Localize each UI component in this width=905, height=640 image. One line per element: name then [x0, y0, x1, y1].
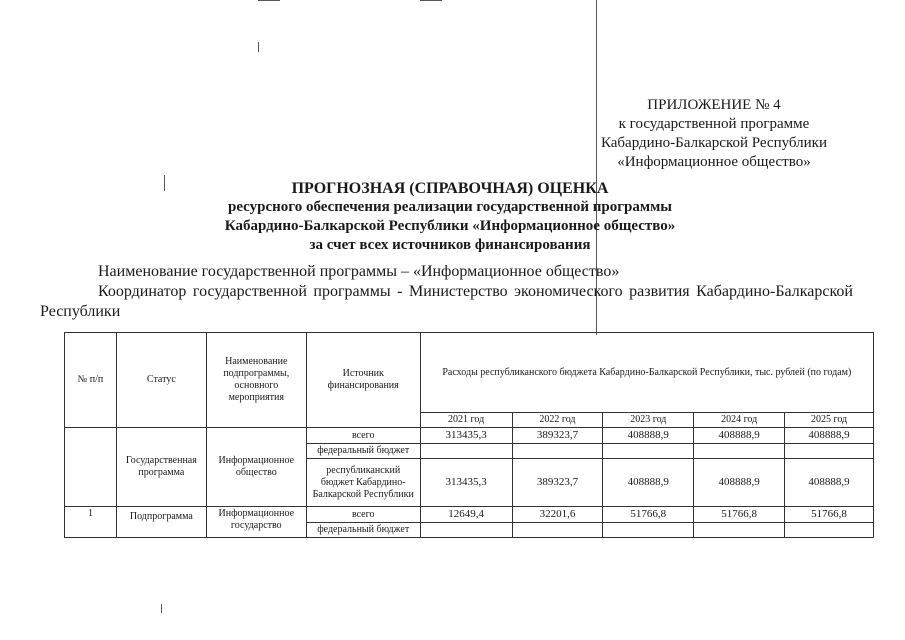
row-status: Государственная программа: [116, 428, 206, 507]
value-cell: 313435,3: [420, 428, 512, 444]
row-num: [65, 428, 117, 507]
scan-artifact-line: [161, 604, 162, 613]
value-cell: [694, 523, 785, 538]
row-status: Подпрограмма: [116, 507, 206, 538]
value-cell: [785, 444, 874, 459]
appendix-line: «Информационное общество»: [617, 154, 811, 170]
table-row: [65, 507, 874, 523]
value-cell: [694, 444, 785, 459]
value-cell: 389323,7: [512, 428, 603, 444]
value-cell: [785, 523, 874, 538]
value-cell: 408888,9: [785, 428, 874, 444]
value-cell: [603, 523, 694, 538]
row-name: Информационное общество: [206, 428, 306, 507]
value-cell: 408888,9: [785, 459, 874, 507]
row-name: Информационное государство: [206, 507, 306, 538]
header-num: № п/п: [65, 333, 117, 428]
source-label: федеральный бюджет: [306, 523, 420, 538]
value-cell: [603, 444, 694, 459]
value-cell: 51766,8: [785, 507, 874, 523]
source-label: федеральный бюджет: [306, 444, 420, 459]
source-label: всего: [306, 428, 420, 444]
value-cell: [512, 523, 603, 538]
value-cell: 408888,9: [694, 428, 785, 444]
scan-artifact-line: [164, 175, 165, 191]
value-cell: 12649,4: [420, 507, 512, 523]
header-source: Источник финансирования: [306, 333, 420, 428]
header-year: 2021 год: [420, 413, 512, 428]
header-expenses: Расходы республиканского бюджета Кабардино-Балкарской Республики, тыс. рублей (по годам): [420, 333, 873, 413]
value-cell: [420, 523, 512, 538]
value-cell: 389323,7: [512, 459, 603, 507]
value-cell: 51766,8: [694, 507, 785, 523]
table-row: [65, 428, 874, 444]
scan-artifact-line: [258, 0, 280, 1]
value-cell: 408888,9: [694, 459, 785, 507]
title-line: за счет всех источников финансирования: [309, 237, 591, 253]
header-status: Статус: [116, 333, 206, 428]
source-label: республиканский бюджет Кабардино-Балкарской Республики: [306, 459, 420, 507]
source-label: всего: [306, 507, 420, 523]
resource-table: [64, 332, 874, 538]
program-coordinator: Координатор государственной программы - Министерство экономического развития Кабардино-Балкарской Республики: [40, 283, 853, 320]
title-line: ресурсного обеспечения реализации государственной программы: [228, 199, 672, 215]
value-cell: [512, 444, 603, 459]
value-cell: 313435,3: [420, 459, 512, 507]
appendix-line: к государственной программе: [618, 116, 810, 132]
value-cell: [420, 444, 512, 459]
appendix-title: ПРИЛОЖЕНИЕ № 4: [647, 97, 781, 113]
appendix-line: Кабардино-Балкарской Республики: [600, 135, 827, 151]
title-line: ПРОГНОЗНАЯ (СПРАВОЧНАЯ) ОЦЕНКА: [291, 180, 609, 197]
value-cell: 408888,9: [603, 428, 694, 444]
appendix-block: [601, 96, 827, 172]
value-cell: 51766,8: [603, 507, 694, 523]
program-name: Наименование государственной программы – «Информационное общество»: [98, 263, 620, 280]
scan-artifact-line: [420, 0, 442, 1]
header-year: 2022 год: [512, 413, 603, 428]
program-info: [40, 262, 853, 322]
row-num: 1: [65, 507, 117, 538]
title-line: Кабардино-Балкарской Республики «Информационное общество»: [224, 218, 676, 234]
value-cell: 32201,6: [512, 507, 603, 523]
value-cell: 408888,9: [603, 459, 694, 507]
header-year: 2023 год: [603, 413, 694, 428]
document-title: [170, 179, 730, 255]
header-year: 2025 год: [785, 413, 874, 428]
scan-artifact-line: [258, 42, 259, 52]
header-year: 2024 год: [694, 413, 785, 428]
header-name: Наименование подпрограммы, основного мероприятия: [206, 333, 306, 428]
